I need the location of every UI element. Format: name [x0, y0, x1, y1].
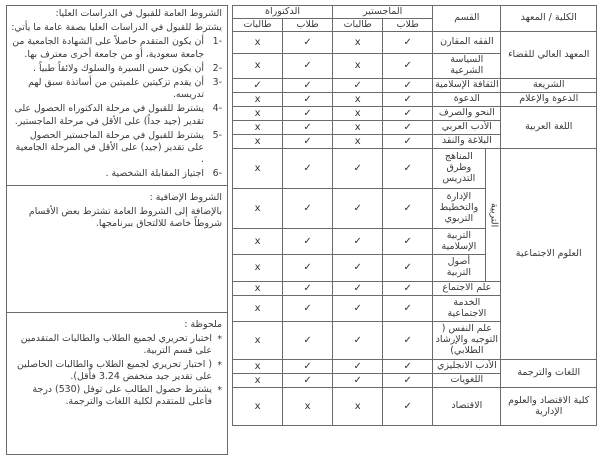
table-row [233, 149, 597, 189]
condition-number: -5 [212, 129, 222, 141]
department-cell: البلاغة والنقد [433, 135, 501, 149]
masters-female-mark: x [333, 54, 383, 79]
condition-number: -3 [212, 77, 222, 89]
doctorate-female-mark: x [233, 189, 283, 229]
notes-panel [6, 312, 228, 455]
masters-female-mark: ✓ [333, 149, 383, 189]
condition-item [11, 77, 222, 101]
conditions-title: الشروط العامة للقبول في الدراسات العليا: [55, 8, 222, 19]
note-text: اختبار تحريري لجميع الطلاب والطالبات المتقدمين على قسم التربية. [20, 333, 212, 357]
masters-female-mark: x [333, 388, 383, 426]
asterisk-icon: * [217, 359, 222, 371]
doctorate-male-mark: x [283, 388, 333, 426]
department-cell: السياسة الشرعية [433, 54, 501, 79]
header-department: القسم [433, 6, 501, 32]
doctorate-male-mark: ✓ [283, 93, 333, 107]
condition-item [11, 63, 222, 75]
condition-text: يشترط للقبول في مرحلة الماجستير الحصول على تقدير (جيد) على الأقل في المرحلة الجامعية . [15, 129, 204, 166]
note-item [11, 384, 222, 408]
doctorate-female-mark: x [233, 32, 283, 54]
masters-female-mark: ✓ [333, 229, 383, 255]
extra-conditions-title: الشروط الإضافية : [149, 191, 222, 203]
doctorate-female-mark: x [233, 255, 283, 282]
doctorate-male-mark: ✓ [283, 360, 333, 374]
programs-table [232, 5, 597, 426]
masters-male-mark: ✓ [383, 229, 433, 255]
faculty-cell: اللغة العربية [501, 107, 597, 149]
header-masters-female: طالبات [333, 19, 383, 32]
doctorate-female-mark: x [233, 360, 283, 374]
faculty-cell: الدعوة والإعلام [501, 93, 597, 107]
masters-female-mark: x [333, 107, 383, 121]
doctorate-female-mark: x [233, 388, 283, 426]
condition-text: يشترط للقبول في مرحلة الدكتوراه الحصول على تقدير (جيد جداً) على الأقل في مرحلة الماجستير. [14, 103, 204, 127]
masters-female-mark: ✓ [333, 322, 383, 360]
asterisk-icon: * [217, 334, 222, 346]
faculty-cell: الشريعة [501, 79, 597, 93]
doctorate-female-mark: x [233, 229, 283, 255]
doctorate-female-mark: x [233, 374, 283, 388]
department-cell: الأدب الانجليزي [433, 360, 501, 374]
masters-male-mark: ✓ [383, 189, 433, 229]
masters-male-mark: ✓ [383, 79, 433, 93]
department-cell: التربية الإسلامية [433, 229, 485, 255]
masters-male-mark: ✓ [383, 360, 433, 374]
department-cell: أصول التربية [433, 255, 485, 282]
faculty-cell: كلية الاقتصاد والعلوم الإدارية [501, 388, 597, 426]
doctorate-female-mark: x [233, 107, 283, 121]
header-doctorate-female: طالبات [233, 19, 283, 32]
masters-male-mark: ✓ [383, 149, 433, 189]
masters-male-mark: ✓ [383, 121, 433, 135]
department-cell: الأدب العربي [433, 121, 501, 135]
asterisk-icon: * [217, 385, 222, 397]
masters-male-mark: ✓ [383, 135, 433, 149]
doctorate-male-mark: ✓ [283, 282, 333, 296]
department-cell: المناهج وطرق التدريس [433, 149, 485, 189]
doctorate-male-mark: ✓ [283, 32, 333, 54]
masters-female-mark: x [333, 135, 383, 149]
doctorate-male-mark: ✓ [283, 296, 333, 322]
notes-title: ملحوظة : [184, 319, 222, 330]
condition-number: -2 [212, 62, 222, 74]
department-cell: علم الاجتماع [433, 282, 501, 296]
masters-male-mark: ✓ [383, 107, 433, 121]
section-divider [7, 185, 227, 186]
department-cell: الفقه المقارن [433, 32, 501, 54]
masters-male-mark: ✓ [383, 93, 433, 107]
department-cell: الخدمة الاجتماعية [433, 296, 501, 322]
masters-female-mark: x [333, 121, 383, 135]
masters-female-mark: ✓ [333, 79, 383, 93]
doctorate-male-mark: ✓ [283, 121, 333, 135]
condition-text: أن يكون المتقدم حاصلاً على الشهادة الجامعية من جامعة سعودية، أو من جامعة أخرى معترف بها. [12, 36, 204, 60]
masters-male-mark: ✓ [383, 296, 433, 322]
masters-female-mark: ✓ [333, 374, 383, 388]
condition-item [11, 36, 222, 60]
condition-text: اجتياز المقابلة الشخصية . [105, 168, 204, 180]
masters-female-mark: x [333, 32, 383, 54]
department-cell: الدعوة [433, 93, 501, 107]
condition-item [11, 130, 222, 167]
doctorate-male-mark: ✓ [283, 374, 333, 388]
note-item [11, 333, 222, 357]
doctorate-male-mark: ✓ [283, 189, 333, 229]
table-header-row [233, 6, 597, 19]
doctorate-female-mark: x [233, 296, 283, 322]
doctorate-female-mark: x [233, 135, 283, 149]
condition-number: -6 [212, 168, 222, 180]
doctorate-male-mark: ✓ [283, 255, 333, 282]
condition-text: أن يكون حسن السيرة والسلوك ولائقاً طبياً . [33, 62, 204, 74]
doctorate-female-mark: x [233, 54, 283, 79]
department-cell: الإدارة والتخطيط التربوي [433, 189, 485, 229]
masters-female-mark: x [333, 93, 383, 107]
condition-number: -1 [212, 36, 222, 48]
doctorate-male-mark: ✓ [283, 54, 333, 79]
note-text: ( اختبار تحريري لجميع الطلاب والطالبات الحاصلين على تقدير جيد منخفض 3.24 فأقل). [17, 358, 212, 382]
table-row [233, 93, 597, 107]
header-doctorate: الدكتوراة [233, 6, 333, 19]
masters-male-mark: ✓ [383, 54, 433, 79]
department-cell: اللغويات [433, 374, 501, 388]
department-cell: الثقافة الإسلامية [433, 79, 501, 93]
doctorate-female-mark: x [233, 322, 283, 360]
masters-female-mark: ✓ [333, 296, 383, 322]
doctorate-male-mark: ✓ [283, 135, 333, 149]
doctorate-female-mark: x [233, 93, 283, 107]
masters-female-mark: ✓ [333, 360, 383, 374]
doctorate-female-mark: x [233, 121, 283, 135]
group-label-cell: التربية [485, 149, 501, 282]
doctorate-male-mark: ✓ [283, 107, 333, 121]
table-row [233, 360, 597, 374]
doctorate-female-mark: ✓ [233, 79, 283, 93]
admission-conditions-panel [6, 5, 228, 312]
masters-female-mark: ✓ [333, 282, 383, 296]
header-masters: الماجستير [333, 6, 433, 19]
doctorate-male-mark: ✓ [283, 229, 333, 255]
masters-male-mark: ✓ [383, 322, 433, 360]
condition-item [11, 168, 222, 180]
doctorate-female-mark: x [233, 282, 283, 296]
table-row [233, 107, 597, 121]
department-cell: علم النفس ( التوجيه والإرشاد الطلابي) [433, 322, 501, 360]
masters-male-mark: ✓ [383, 255, 433, 282]
doctorate-female-mark: x [233, 149, 283, 189]
extra-conditions-text: بالإضافة إلى الشروط العامة تشترط بعض الأقسام شروطاً خاصة للالتحاق ببرنامجها. [28, 205, 222, 230]
condition-text: أن يقدم تزكيتين علميتين من أساتذة سبق لهم تدريسه. [28, 77, 204, 101]
condition-number: -4 [212, 103, 222, 115]
masters-female-mark: ✓ [333, 189, 383, 229]
masters-female-mark: ✓ [333, 255, 383, 282]
doctorate-male-mark: ✓ [283, 149, 333, 189]
masters-male-mark: ✓ [383, 374, 433, 388]
masters-male-mark: ✓ [383, 282, 433, 296]
conditions-intro: يشترط للقبول في الدراسات العليا بصفة عامة ما يأتي: [11, 22, 222, 34]
table-row [233, 388, 597, 426]
table-row [233, 79, 597, 93]
note-item [11, 359, 222, 383]
header-masters-male: طلاب [383, 19, 433, 32]
doctorate-male-mark: ✓ [283, 322, 333, 360]
faculty-cell: اللغات والترجمة [501, 360, 597, 388]
masters-male-mark: ✓ [383, 388, 433, 426]
department-cell: النحو والصرف [433, 107, 501, 121]
table-row [233, 32, 597, 54]
header-doctorate-male: طلاب [283, 19, 333, 32]
doctorate-male-mark: ✓ [283, 79, 333, 93]
faculty-cell: العلوم الاجتماعية [501, 149, 597, 360]
faculty-cell: المعهد العالي للقضاء [501, 32, 597, 79]
note-text: يشترط حصول الطالب على توفل (530) درجة فأعلى للمتقدم لكلية اللغات والترجمة. [32, 384, 212, 408]
department-cell: الاقتصاد [433, 388, 501, 426]
masters-male-mark: ✓ [383, 32, 433, 54]
condition-item [11, 103, 222, 127]
header-faculty: الكلية / المعهد [501, 6, 597, 32]
